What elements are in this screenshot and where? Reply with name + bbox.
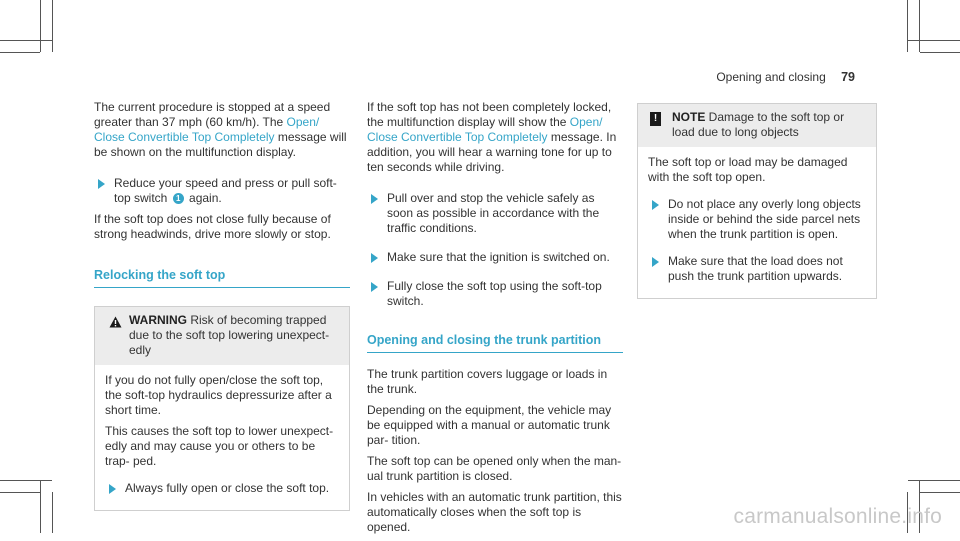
crop-mark (920, 52, 960, 53)
crop-mark (0, 480, 52, 481)
note-label: NOTE (672, 110, 706, 124)
text: Damage to the soft top or load due to long objects (672, 110, 845, 139)
instruction-step (648, 254, 866, 284)
text: Risk of becoming trapped due to the soft top lowering unexpect- edly (129, 313, 330, 357)
text: The current procedure is stopped at a speed greater than 37 mph (60 km/h). The (94, 100, 331, 129)
warning-triangle-icon (109, 316, 122, 328)
instruction-step (105, 481, 339, 496)
display-message-link: Open/ Close Convertible Top Completely (367, 115, 603, 144)
text: again. (185, 191, 222, 205)
note-header (638, 104, 876, 147)
section-heading: Opening and closing the trunk partition (367, 333, 623, 353)
text: message will be shown on the multifunction display. (94, 130, 347, 159)
instruction-step (367, 279, 623, 309)
warning-box (94, 306, 350, 511)
text: Make sure that the ignition is switched on. (387, 250, 610, 264)
section-heading: Relocking the soft top (94, 268, 350, 288)
paragraph: The soft top or load may be damaged with the soft top open. (648, 155, 848, 184)
column-1 (94, 100, 350, 511)
crop-mark (40, 0, 41, 52)
crop-mark (907, 0, 908, 52)
step-arrow-icon (652, 257, 659, 267)
paragraph: If you do not fully open/close the soft top, the soft-top hydraulics depressurize after a short time. (105, 373, 332, 417)
crop-mark (920, 492, 960, 493)
text: Always fully open or close the soft top. (125, 481, 330, 495)
paragraph: In vehicles with an automatic trunk partition, this automatically closes when the soft top is opened. (367, 490, 622, 534)
page-header (716, 70, 855, 84)
warning-body (95, 365, 349, 510)
step-arrow-icon (652, 200, 659, 210)
watermark: carmanualsonline.info (733, 505, 942, 528)
crop-mark (52, 492, 53, 533)
paragraph: The soft top can be opened only when the man- ual trunk partition is closed. (367, 454, 622, 483)
exclamation-icon: ! (650, 112, 661, 126)
crop-mark (0, 40, 52, 41)
paragraph: This causes the soft top to lower unexpect- edly and may cause you or others to be trap- ped. (105, 424, 334, 468)
instruction-step (648, 197, 866, 242)
note-title (648, 110, 866, 140)
column-2 (367, 100, 623, 541)
text: Do not place any overly long objects inside or behind the side parcel nets when the trunk partition is open. (668, 197, 861, 241)
section-title: Opening and closing (716, 70, 826, 84)
text: message. In addition, you will hear a warning tone for up to ten seconds while driving. (367, 130, 617, 174)
crop-mark (908, 480, 960, 481)
instruction-step (94, 176, 350, 206)
paragraph: If the soft top does not close fully because of strong headwinds, drive more slowly or stop. (94, 212, 331, 241)
crop-mark (0, 492, 40, 493)
crop-mark (919, 0, 920, 52)
text: Fully close the soft top using the soft-top switch. (387, 279, 602, 308)
display-message-link: Open/ Close Convertible Top Completely (94, 115, 320, 144)
text: Make sure that the load does not push the trunk partition upwards. (668, 254, 843, 283)
instruction-step (367, 191, 623, 236)
page-number: 79 (841, 70, 855, 84)
step-arrow-icon (98, 179, 105, 189)
crop-mark (908, 40, 960, 41)
note-body (638, 147, 876, 298)
paragraph: Depending on the equipment, the vehicle may be equipped with a manual or automatic trunk par- tition. (367, 403, 612, 447)
warning-title (105, 313, 339, 358)
callout-number-icon: 1 (173, 193, 184, 204)
warning-header (95, 307, 349, 365)
instruction-step (367, 250, 623, 265)
step-arrow-icon (371, 282, 378, 292)
step-arrow-icon (371, 253, 378, 263)
crop-mark (52, 0, 53, 52)
step-arrow-icon (109, 484, 116, 494)
text: Pull over and stop the vehicle safely as soon as possible in accordance with the traffic conditions. (387, 191, 600, 235)
paragraph: The trunk partition covers luggage or loads in the trunk. (367, 367, 608, 396)
step-arrow-icon (371, 194, 378, 204)
crop-mark (40, 480, 41, 533)
intro-paragraph (367, 100, 623, 175)
text: Reduce your speed and press or pull soft-top switch (114, 176, 337, 205)
note-box (637, 103, 877, 299)
column-3 (637, 103, 877, 299)
intro-paragraph (94, 100, 350, 160)
text: If the soft top has not been completely locked, the multifunction display will show the (367, 100, 612, 129)
crop-mark (0, 52, 40, 53)
warning-label: WARNING (129, 313, 187, 327)
